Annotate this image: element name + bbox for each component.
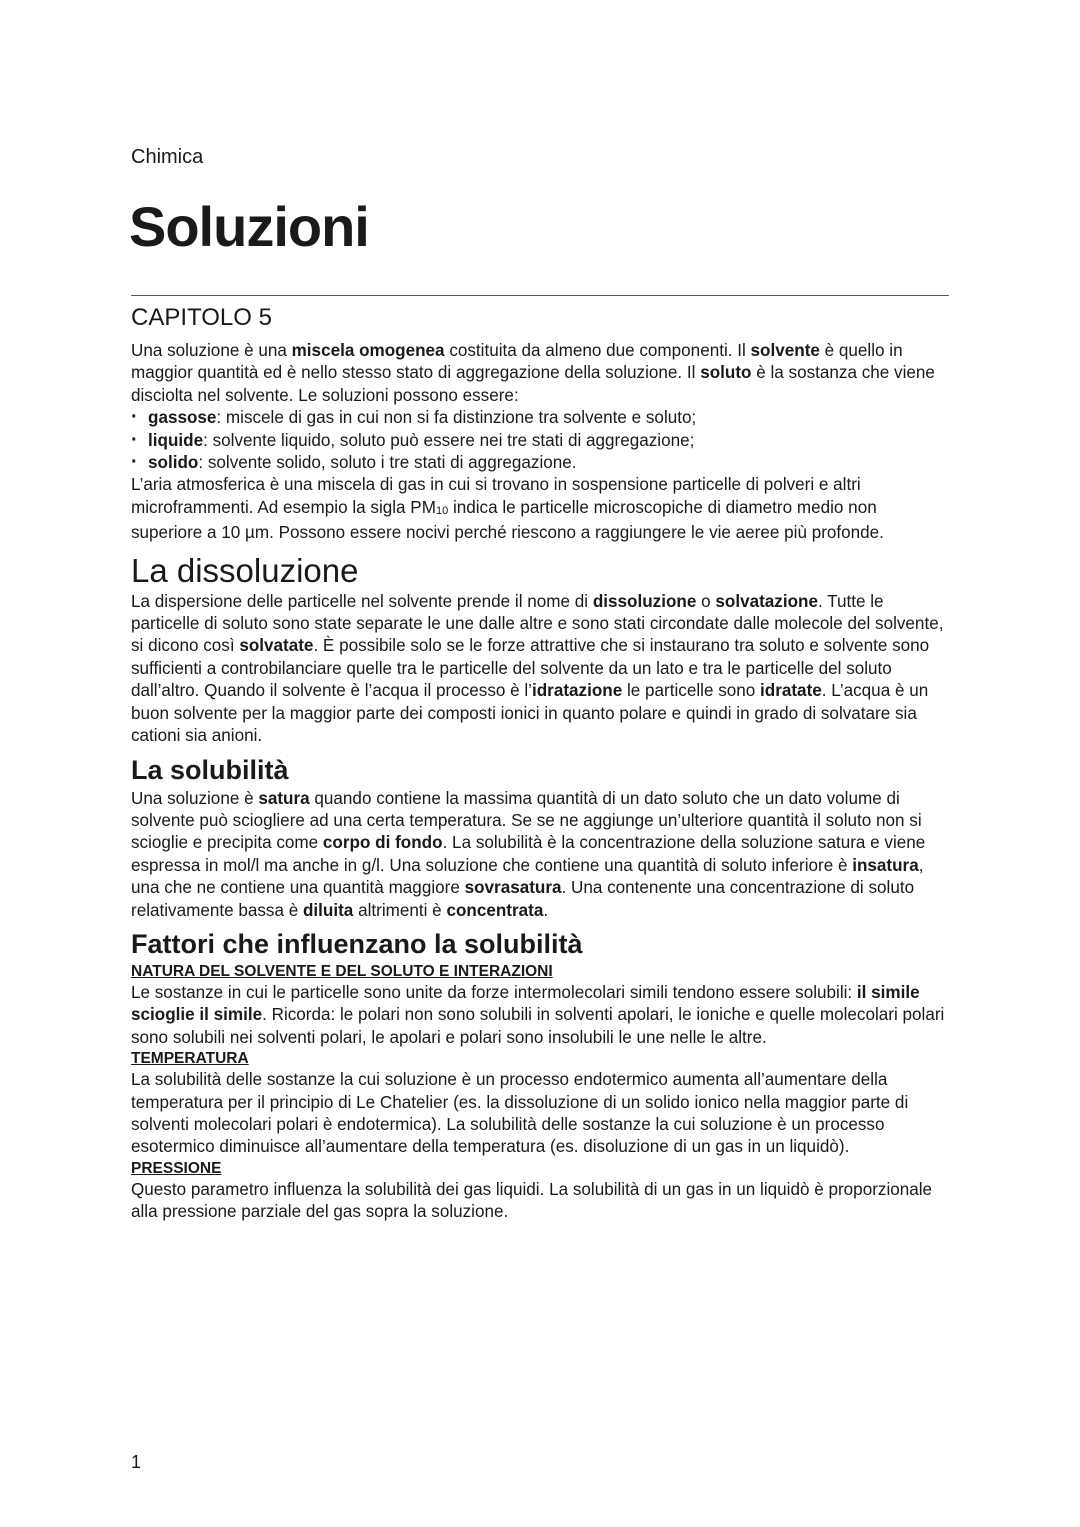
text-run: Le sostanze in cui le particelle sono unite da forze intermolecolari simili tendono essere solubili: bbox=[131, 982, 857, 1002]
page-number: 1 bbox=[131, 1452, 142, 1472]
text-run: La dispersione delle particelle nel solvente prende il nome di bbox=[131, 591, 593, 611]
text-run: costituita da almeno due componenti. Il bbox=[444, 341, 751, 360]
term-corpo-di-fondo: corpo di fondo bbox=[322, 833, 443, 853]
document-body bbox=[131, 340, 949, 1224]
term-solvatate: solvatate bbox=[239, 636, 314, 656]
text-run: L’aria atmosferica è una miscela di gas in cui si trovano in sospensione particelle di polveri e altri microframmenti. Ad esempio la sigla PM bbox=[131, 475, 861, 517]
text-run: . Tutte le particelle di soluto sono state separate le une dalle altre e sono stati circondate dalle molecole del solvente, si dicono così bbox=[131, 591, 944, 656]
term-miscela-omogenea: miscela omogenea bbox=[291, 341, 445, 360]
text-run: Una soluzione è una bbox=[131, 341, 292, 360]
solubilita-paragraph bbox=[131, 788, 949, 922]
term-idratazione: idratazione bbox=[531, 681, 623, 701]
text-run: . La solubilità è la concentrazione della soluzione satura e viene espressa in mol/l ma anche in g/l. Una soluzione che contiene una quantità di soluto inferiore è bbox=[131, 833, 926, 875]
dissoluzione-paragraph bbox=[131, 591, 949, 748]
list-item-term: liquide bbox=[148, 430, 204, 450]
section-heading-dissoluzione: La dissoluzione bbox=[131, 551, 359, 589]
text-run: . L’acqua è un buon solvente per la maggior parte dei composti ionici in quanto polare e quindi in grado di solvatare sia cationi sia anioni. bbox=[131, 681, 929, 746]
text-run: o bbox=[696, 591, 716, 611]
pressione-paragraph: Questo parametro influenza la solubilità dei gas liquidi. La solubilità di un gas in un liquidò è proporzionale alla pressione parziale del gas sopra la soluzione. bbox=[131, 1179, 933, 1222]
text-run: Una soluzione è bbox=[131, 788, 259, 808]
text-run: le particelle sono bbox=[622, 681, 761, 701]
text-run: . Una contenente una concentrazione di soluto relativamente bassa è bbox=[131, 878, 915, 920]
term-simile-scioglie-simile: il simile scioglie il simile bbox=[131, 982, 920, 1025]
term-dissoluzione: dissoluzione bbox=[592, 591, 697, 611]
text-run: . Ricorda: le polari non sono solubili in solventi apolari, le ioniche e quelle molecolari polari sono solubili nei solventi polari, le apolari e polari sono insolubili le une nelle le altre. bbox=[131, 1005, 945, 1047]
list-item-term: solido bbox=[148, 453, 199, 473]
term-soluto: soluto bbox=[700, 363, 752, 383]
text-run: indica le particelle microscopiche di diametro medio non superiore a 10 µm. Possono essere nocivi perché riescono a raggiungere le vie aeree più profonde. bbox=[131, 497, 884, 543]
term-solvente: solvente bbox=[750, 341, 820, 360]
term-idratate: idratate bbox=[760, 681, 822, 701]
subheading-temperatura: TEMPERATURA bbox=[131, 1050, 249, 1068]
text-run: . È possibile solo se le forze attrattive che si instaurano tra soluto e solvente sono sufficienti a controbilanciare quelle tra le particelle del solvente da un lato e tra le particelle del soluto dall’altro. Quando il solvente è l’acqua il processo è l’ bbox=[131, 636, 930, 701]
temperatura-paragraph: La solubilità delle sostanze la cui soluzione è un processo endotermico aumenta all’aumentare della temperatura per il principio di Le Chatelier (es. la dissoluzione di un solido ionico nella maggior parte di solventi molecolari polari è endotermica). La solubilità delle sostanze la cui soluzione è un processo esotermico diminuisce all’aumentare della temperatura (es. disoluzione di un gas in un liquidò). bbox=[131, 1070, 909, 1157]
list-item bbox=[131, 407, 949, 429]
term-sovrasatura: sovrasatura bbox=[464, 878, 562, 898]
list-item bbox=[131, 430, 949, 452]
pm-subscript: 10 bbox=[435, 504, 449, 517]
intro-paragraph bbox=[131, 340, 949, 407]
list-item-term: gassose bbox=[148, 408, 217, 428]
solution-types-list bbox=[131, 407, 949, 474]
subheading-pressione: PRESSIONE bbox=[131, 1159, 222, 1177]
term-solvatazione: solvatazione bbox=[715, 591, 818, 611]
text-run: . bbox=[543, 900, 549, 920]
term-concentrata: concentrata bbox=[446, 900, 544, 920]
text-run: è la sostanza che viene disciolta nel solvente. Le soluzioni possono essere: bbox=[131, 363, 935, 405]
text-run: è quello in maggior quantità ed è nello stesso stato di aggregazione della soluzione. Il bbox=[131, 341, 903, 383]
term-satura: satura bbox=[258, 788, 310, 808]
text-run: quando contiene la massima quantità di un dato soluto che un dato volume di solvente può sciogliere ad una certa temperatura. Se se ne aggiunge un’ulteriore quantità il soluto non si scioglie e precipita come bbox=[131, 788, 922, 853]
page-title: Soluzioni bbox=[129, 195, 369, 258]
term-diluita: diluita bbox=[302, 900, 354, 920]
title-divider bbox=[131, 295, 949, 296]
subheading-natura: NATURA DEL SOLVENTE E DEL SOLUTO E INTERAZIONI bbox=[131, 962, 553, 980]
chapter-label: CAPITOLO 5 bbox=[131, 304, 272, 331]
subject-label: Chimica bbox=[131, 146, 204, 168]
text-run: , una che ne contiene una quantità maggiore bbox=[131, 855, 924, 898]
list-item bbox=[131, 452, 949, 474]
term-insatura: insatura bbox=[852, 855, 919, 875]
natura-paragraph bbox=[131, 982, 949, 1049]
list-item-text: : solvente liquido, soluto può essere nei tre stati di aggregazione; bbox=[203, 430, 695, 450]
list-item-text: : miscele di gas in cui non si fa distinzione tra solvente e soluto; bbox=[216, 408, 697, 428]
list-item-text: : solvente solido, soluto i tre stati di aggregazione. bbox=[198, 453, 577, 473]
section-heading-fattori: Fattori che influenzano la solubilità bbox=[131, 928, 583, 959]
air-paragraph bbox=[131, 474, 949, 544]
section-heading-solubilita: La solubilità bbox=[131, 754, 289, 785]
text-run: altrimenti è bbox=[353, 900, 447, 920]
